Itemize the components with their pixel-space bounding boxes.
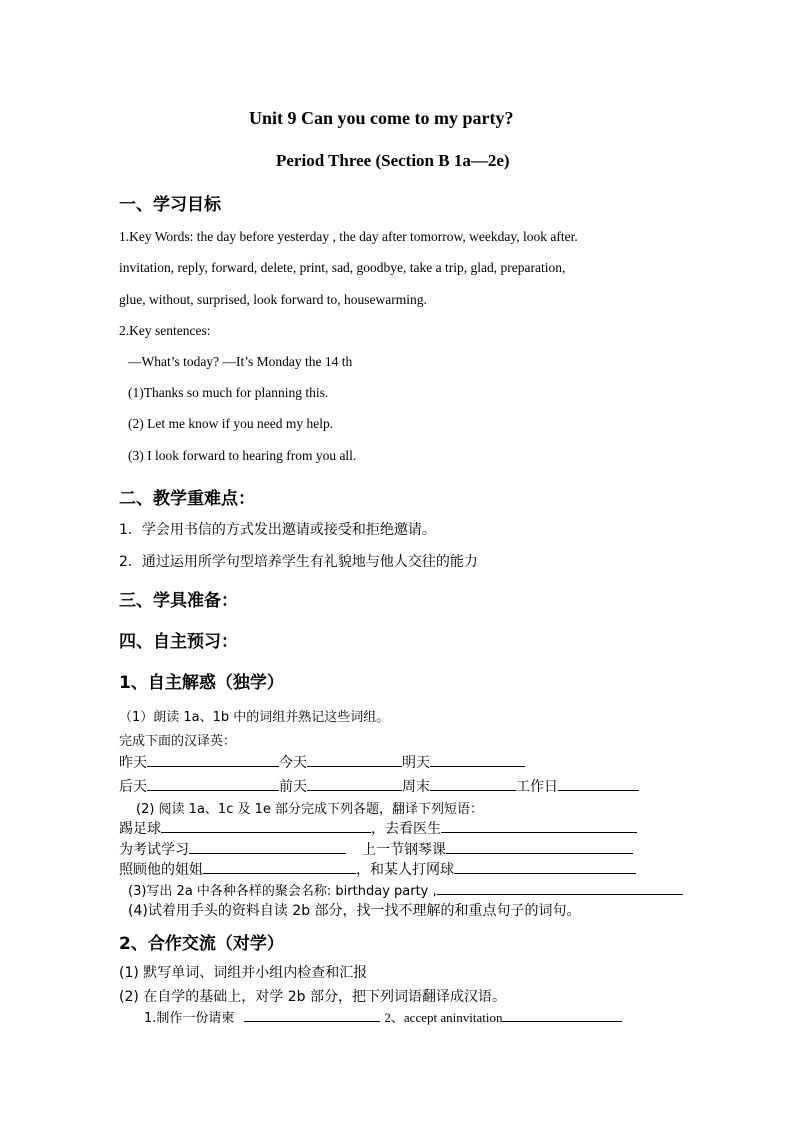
label-day-after-tomorrow: 后天 bbox=[119, 779, 147, 795]
answer-blank-day-after-tomorrow[interactable] bbox=[147, 778, 279, 791]
key-words-line-2: invitation, reply, forward, delete, print, sad, goodbye, take a trip, glad, preparation, bbox=[119, 260, 566, 275]
page-subtitle: Period Three (Section B 1a—2e) bbox=[276, 151, 510, 170]
answer-blank-today[interactable] bbox=[307, 754, 402, 767]
label-workday: 工作日 bbox=[516, 779, 558, 795]
difficulty-point-2: 2．通过运用所学句型培养学生有礼貌地与他人交往的能力 bbox=[119, 554, 478, 570]
translate-row-2 bbox=[119, 776, 639, 796]
preview-item-3 bbox=[128, 880, 683, 899]
answer-blank-make-invitation[interactable] bbox=[244, 1009, 380, 1022]
answer-blank-party-names[interactable] bbox=[437, 882, 683, 895]
preview-item-2: (2) 阅读 1a、1c 及 1e 部分完成下列各题，翻译下列短语： bbox=[136, 802, 484, 817]
subsection-cooperation: 2、合作交流（对学） bbox=[119, 934, 284, 954]
label-make-invitation: 1.制作一份请柬 bbox=[144, 1011, 235, 1026]
answer-blank-play-soccer[interactable] bbox=[161, 820, 371, 833]
answer-blank-day-before-yesterday[interactable] bbox=[307, 778, 402, 791]
key-sentence-2: (2) Let me know if you need my help. bbox=[128, 416, 334, 431]
answer-blank-tomorrow[interactable] bbox=[430, 754, 525, 767]
label-look-after-sister: 照顾他的姐姐 bbox=[119, 862, 203, 878]
translate-instruction: 完成下面的汉译英： bbox=[119, 734, 237, 749]
section-heading-objectives: 一、学习目标 bbox=[119, 195, 221, 215]
difficulty-point-1: 1．学会用书信的方式发出邀请或接受和拒绝邀请。 bbox=[119, 522, 436, 538]
key-words-line-3: glue, without, surprised, look forward to, housewarming. bbox=[119, 292, 427, 307]
phrase-row-1 bbox=[119, 818, 637, 838]
label-accept-invitation: 2、accept aninvitation bbox=[384, 1010, 503, 1025]
label-yesterday: 昨天 bbox=[119, 755, 147, 771]
label-play-soccer: 踢足球 bbox=[119, 821, 161, 837]
answer-blank-play-tennis[interactable] bbox=[454, 861, 636, 874]
party-names-prompt: (3)写出 2a 中各种各样的聚会名称: birthday party , bbox=[128, 884, 437, 899]
cooperation-item-1: (1) 默写单词、词组并小组内检查和汇报 bbox=[119, 965, 368, 981]
cooperation-translate-row bbox=[144, 1007, 622, 1026]
answer-blank-yesterday[interactable] bbox=[147, 754, 279, 767]
answer-blank-see-doctor[interactable] bbox=[441, 820, 637, 833]
answer-blank-accept-invitation[interactable] bbox=[502, 1009, 622, 1022]
key-words-line-1: 1.Key Words: the day before yesterday , the day after tomorrow, weekday, look after. bbox=[119, 229, 578, 244]
translate-row-1 bbox=[119, 752, 525, 772]
answer-blank-study-for-test[interactable] bbox=[189, 841, 346, 854]
section-heading-difficulties: 二、教学重难点： bbox=[119, 489, 255, 509]
answer-blank-piano-lesson[interactable] bbox=[446, 841, 633, 854]
page-title: Unit 9 Can you come to my party? bbox=[249, 108, 514, 128]
key-sentence-1: (1)Thanks so much for planning this. bbox=[128, 385, 329, 400]
key-sentences-label: 2.Key sentences: bbox=[119, 323, 211, 338]
answer-blank-workday[interactable] bbox=[558, 778, 639, 791]
section-heading-preview: 四、自主预习： bbox=[119, 632, 238, 652]
section-heading-materials: 三、学具准备： bbox=[119, 591, 238, 611]
label-today: 今天 bbox=[279, 755, 307, 771]
label-see-doctor: ，去看医生 bbox=[371, 821, 441, 837]
label-study-for-test: 为考试学习 bbox=[119, 842, 189, 858]
subsection-self-study: 1、自主解惑（独学） bbox=[119, 673, 284, 693]
answer-blank-look-after-sister[interactable] bbox=[203, 861, 356, 874]
cooperation-item-2: (2) 在自学的基础上，对学 2b 部分，把下列词语翻译成汉语。 bbox=[119, 989, 506, 1005]
answer-blank-weekend[interactable] bbox=[430, 778, 516, 791]
label-tomorrow: 明天 bbox=[402, 755, 430, 771]
key-sentence-3: (3) I look forward to hearing from you all. bbox=[128, 448, 357, 463]
key-sentence-0: —What’s today? —It’s Monday the 14 th bbox=[128, 354, 353, 369]
label-play-tennis: ，和某人打网球 bbox=[356, 862, 454, 878]
preview-item-4: (4)试着用手头的资料自读 2b 部分，找一找不理解的和重点句子的词句。 bbox=[128, 903, 581, 919]
phrase-row-3 bbox=[119, 859, 636, 879]
phrase-row-2 bbox=[119, 839, 633, 859]
label-day-before-yesterday: 前天 bbox=[279, 779, 307, 795]
label-weekend: 周末 bbox=[402, 779, 430, 795]
preview-item-1: （1）朗读 1a、1b 中的词组并熟记这些词组。 bbox=[119, 710, 390, 725]
label-piano-lesson: 上一节钢琴课 bbox=[362, 842, 446, 858]
